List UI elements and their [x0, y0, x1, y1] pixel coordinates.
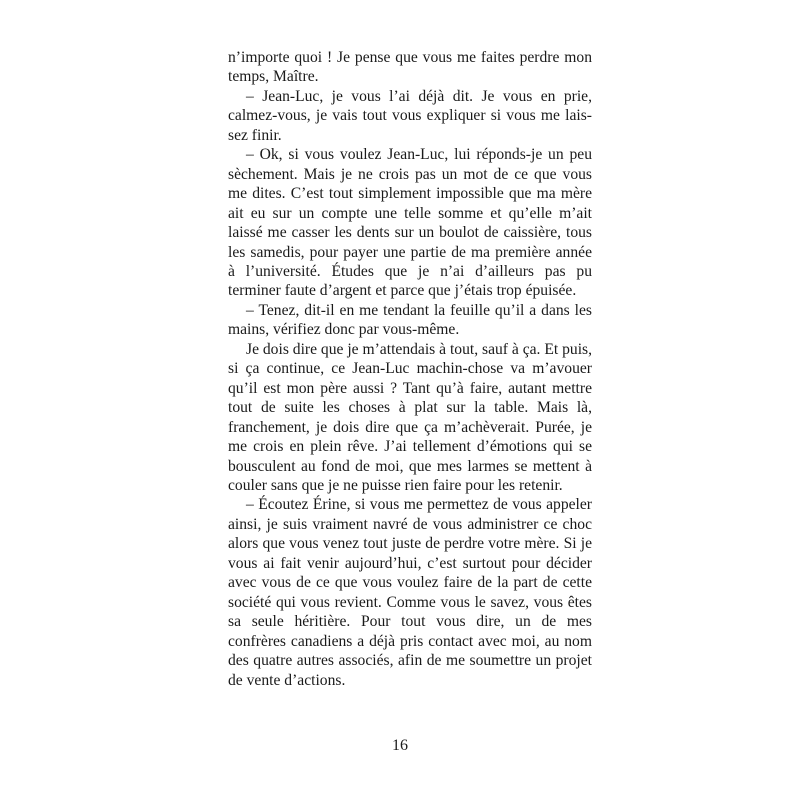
paragraph: – Jean-Luc, je vous l’ai déjà dit. Je vous en prie, calmez-vous, je vais tout vous expliquer si vous me laissez finir.: [228, 87, 592, 144]
paragraph: – Écoutez Érine, si vous me permettez de vous appeler ainsi, je suis vraiment navré de vous administrer ce choc alors que vous venez tout juste de perdre votre mère. Si je vous ai fait venir aujourd’hui, c’est surtout pour décider avec vous de ce que vous voulez faire de la part de cette société qui vous revient. Comme vous le savez, vous êtes sa seule héritière. Pour tout vous dire, un de mes confrères canadiens a déjà pris contact avec moi, au nom des quatre autres associés, afin de me soumettre un projet de vente d’actions.: [228, 496, 592, 689]
paragraph: – Ok, si vous voulez Jean-Luc, lui réponds-je un peu sèchement. Mais je ne crois pas un mot de ce que vous me dites. C’est tout simplement impossible que ma mère ait eu sur un compte une telle somme et qu’elle m’ait laissé me casser les dents sur un boulot de caissière, tous les samedis, pour payer une partie de ma première année à l’université. Études que je n’ai d’ailleurs pas pu terminer faute d’argent et parce que j’étais trop épuisée.: [228, 146, 592, 300]
paragraph: Je dois dire que je m’attendais à tout, sauf à ça. Et puis, si ça continue, ce Jean-Luc machin-chose va m’avouer qu’il est mon père aussi ? Tant qu’à faire, autant mettre tout de suite les choses à plat sur la table. Mais là, franchement, je dois dire que ça m’achèverait. Purée, je me crois en plein rêve. J’ai tellement d’émotions qui se bousculent au fond de moi, que mes larmes se mettent à couler sans que je ne puisse rien faire pour les retenir.: [228, 340, 592, 494]
paragraph: n’importe quoi ! Je pense que vous me faites perdre mon temps, Maître.: [228, 49, 592, 86]
body-text: [228, 48, 592, 690]
page-number: 16: [392, 737, 408, 754]
paragraph: – Tenez, dit-il en me tendant la feuille qu’il a dans les mains, vérifiez donc par vous-même.: [228, 301, 592, 339]
